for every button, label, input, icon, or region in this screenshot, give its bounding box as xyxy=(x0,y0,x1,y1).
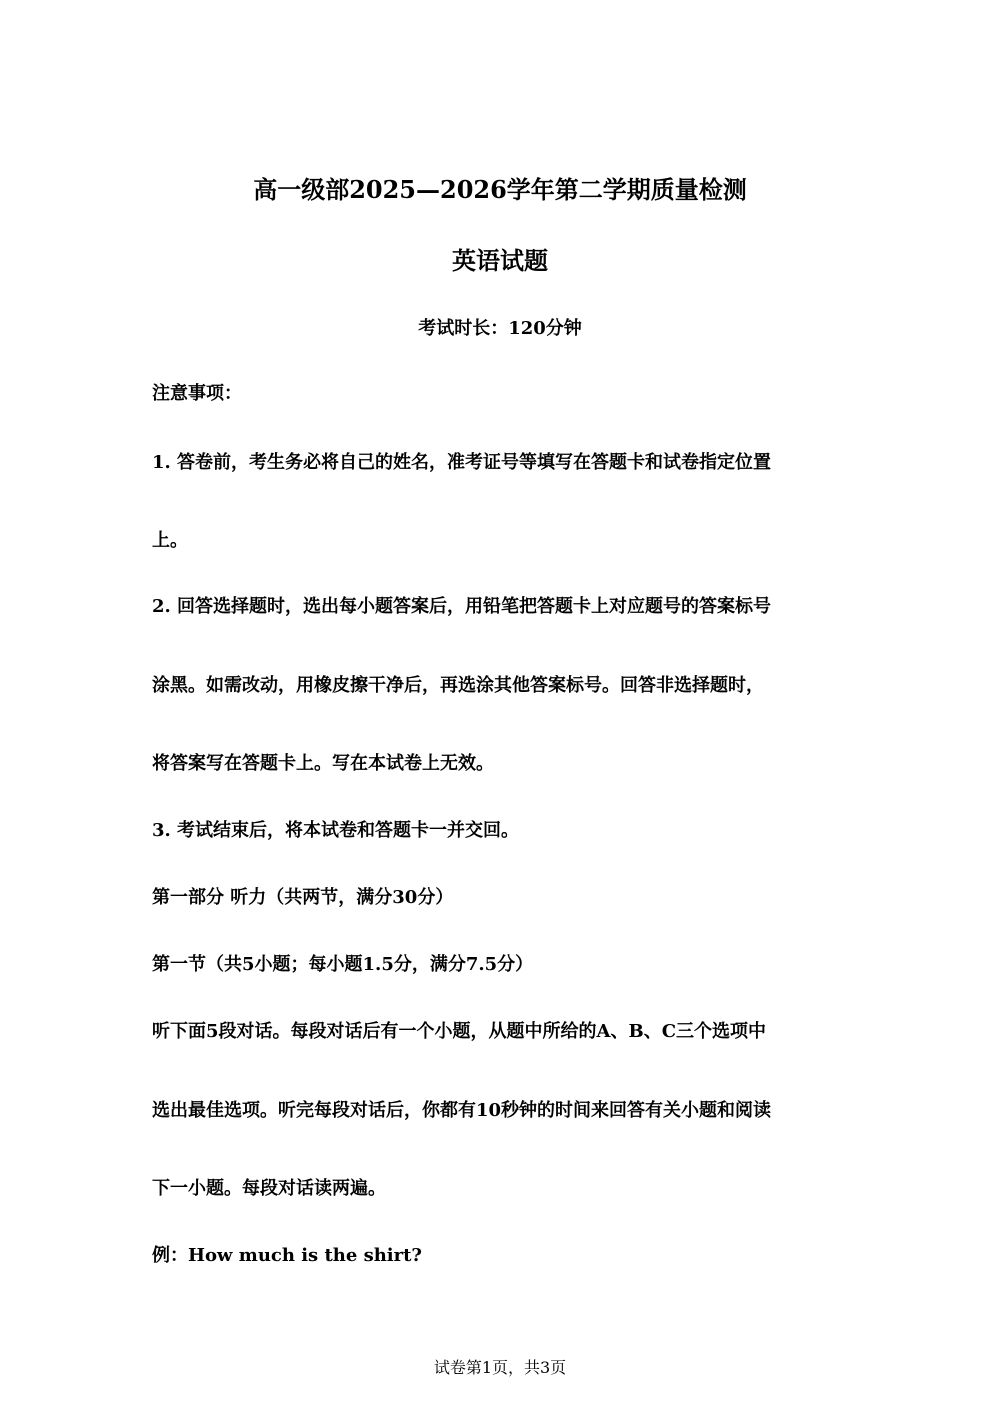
instruction-line-2: 选出最佳选项。听完每段对话后，你都有10秒钟的时间来回答有关小题和阅读 xyxy=(152,1100,772,1121)
example-question: 例：How much is the shirt? xyxy=(152,1245,422,1266)
exam-duration: 考试时长：120分钟 xyxy=(418,318,582,339)
note-item-2-line-2: 涂黑。如需改动，用橡皮擦干净后，再选涂其他答案标号。回答非选择题时， xyxy=(152,675,764,696)
note-item-1-line-2: 上。 xyxy=(152,530,188,551)
part-1-heading: 第一部分 听力（共两节，满分30分） xyxy=(152,887,454,908)
page-footer: 试卷第1页，共3页 xyxy=(433,1358,567,1377)
instruction-line-1: 听下面5段对话。每段对话后有一个小题，从题中所给的A、B、C三个选项中 xyxy=(152,1021,767,1042)
note-item-3: 3. 考试结束后，将本试卷和答题卡一并交回。 xyxy=(152,820,520,841)
part-1-section-1-heading: 第一节（共5小题；每小题1.5分，满分7.5分） xyxy=(152,954,534,975)
exam-title: 高一级部2025—2026学年第二学期质量检测 xyxy=(253,175,747,204)
note-item-2-line-1: 2. 回答选择题时，选出每小题答案后，用铅笔把答题卡上对应题号的答案标号 xyxy=(152,596,772,617)
instruction-line-3: 下一小题。每段对话读两遍。 xyxy=(152,1178,386,1199)
note-item-1-line-1: 1. 答卷前，考生务必将自己的姓名，准考证号等填写在答题卡和试卷指定位置 xyxy=(152,452,772,473)
note-item-2-line-3: 将答案写在答题卡上。写在本试卷上无效。 xyxy=(152,753,494,774)
notes-heading: 注意事项： xyxy=(152,383,242,404)
exam-subject: 英语试题 xyxy=(452,246,548,275)
